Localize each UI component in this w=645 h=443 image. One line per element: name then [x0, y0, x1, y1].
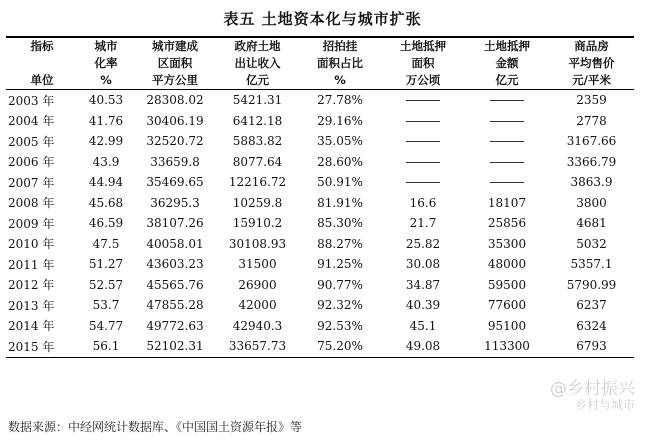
header-cell: 商品房 — [549, 37, 634, 55]
table-row — [6, 111, 634, 132]
table-cell: 8077.64 — [232, 154, 283, 169]
table-cell: 31500 — [238, 257, 277, 272]
header-row — [6, 55, 634, 72]
table-row — [6, 336, 634, 357]
table-cell: 46.59 — [88, 216, 124, 231]
table-cell — [465, 172, 549, 193]
header-row — [6, 37, 634, 55]
empty-dash — [490, 100, 524, 101]
header-cell: % — [299, 72, 381, 90]
watermark-line-1: @乡村振兴 — [550, 379, 635, 399]
table-cell: 6324 — [576, 318, 607, 333]
year-cell: 2011 年 — [8, 257, 55, 272]
header-cell: 政府土地 — [216, 37, 299, 55]
table-cell — [381, 111, 465, 132]
table-cell: 35469.65 — [146, 175, 204, 190]
table-cell: 35300 — [487, 236, 527, 251]
table-cell: 10259.8 — [232, 195, 283, 210]
table-cell: 18107 — [487, 195, 527, 210]
table-cell: 2778 — [576, 113, 607, 128]
table-cell: 81.91% — [317, 195, 363, 210]
header-cell: 城市建成 — [134, 37, 216, 55]
empty-dash — [406, 121, 440, 122]
table-cell: 45.1 — [409, 318, 437, 333]
header-cell: 平方公里 — [134, 72, 216, 90]
table-cell: 43.9 — [92, 154, 120, 169]
year-cell: 2013 年 — [8, 298, 55, 313]
header-cell: 指标 — [6, 37, 78, 55]
empty-dash — [490, 182, 524, 183]
table-cell: 33657.73 — [216, 336, 299, 357]
table-cell — [465, 152, 549, 173]
table-cell: 30108.93 — [228, 236, 287, 251]
empty-dash — [490, 121, 524, 122]
table-cell: 59500 — [487, 277, 527, 292]
table-cell: 49.08 — [381, 336, 465, 357]
header-cell: 区面积 — [157, 56, 193, 70]
header-row — [6, 72, 634, 90]
table-cell: 5790.99 — [566, 277, 617, 292]
table-cell: 3366.79 — [566, 154, 617, 169]
table-row — [6, 295, 634, 316]
table-cell — [381, 172, 465, 193]
empty-dash — [406, 141, 440, 142]
table-cell: 4681 — [576, 216, 607, 231]
table-cell: 30.08 — [405, 257, 441, 272]
table-cell: 26900 — [238, 277, 277, 292]
header-cell: 金额 — [495, 56, 519, 70]
table-cell: 41.76 — [88, 113, 124, 128]
table-cell: 35.05% — [317, 134, 363, 149]
table-cell: 3800 — [576, 195, 607, 210]
table-cell: 32520.72 — [146, 134, 204, 149]
table-cell: 91.25% — [317, 257, 363, 272]
table-cell — [381, 131, 465, 152]
header-cell: 城市 — [78, 37, 134, 55]
table-row — [6, 90, 634, 111]
table-body — [6, 90, 634, 358]
table-cell: 40.39 — [405, 298, 441, 313]
year-cell: 2010 年 — [8, 237, 55, 252]
table-cell: 28.60% — [317, 154, 363, 169]
header-cell: 土地抵押 — [381, 37, 465, 55]
table-row — [6, 275, 634, 296]
table-cell: 45565.76 — [146, 277, 204, 292]
table-cell: 47.5 — [92, 236, 120, 251]
table-row — [6, 193, 634, 214]
table-cell: 85.30% — [317, 216, 363, 231]
table-cell: 6793 — [549, 336, 634, 357]
header-cell — [6, 55, 78, 72]
header-cell: 招拍挂 — [299, 37, 381, 55]
table-cell: 45.68 — [88, 195, 124, 210]
table-cell: 50.91% — [317, 175, 363, 190]
table-cell: 5883.82 — [232, 134, 283, 149]
table-cell: 5032 — [576, 236, 607, 251]
table-cell: 25.82 — [405, 236, 441, 251]
header-cell: 土地抵押 — [465, 37, 549, 55]
year-cell: 2012 年 — [8, 278, 55, 293]
watermark — [485, 380, 635, 412]
table-cell: 6237 — [576, 298, 607, 313]
header-cell: 单位 — [6, 72, 78, 90]
header-cell: % — [78, 72, 134, 90]
table-cell: 25856 — [487, 216, 527, 231]
header-cell: 化率 — [94, 56, 118, 70]
table-row — [6, 152, 634, 173]
table-cell: 90.77% — [317, 277, 363, 292]
table-cell: 75.20% — [299, 336, 381, 357]
table-cell: 51.27 — [88, 257, 124, 272]
year-cell: 2008 年 — [8, 196, 55, 211]
table-cell: 5357.1 — [570, 257, 613, 272]
table-cell: 21.7 — [409, 216, 437, 231]
table-row — [6, 131, 634, 152]
table-cell: 29.16% — [317, 113, 363, 128]
table-cell: 16.6 — [409, 195, 437, 210]
table-cell: 3167.66 — [566, 134, 617, 149]
table-cell: 49772.63 — [146, 318, 204, 333]
table-cell: 52.57 — [88, 277, 124, 292]
table-cell: 42.99 — [88, 134, 124, 149]
table-header — [6, 37, 634, 90]
table-row — [6, 254, 634, 275]
table-cell: 56.1 — [78, 336, 134, 357]
header-cell: 亿元 — [465, 72, 549, 90]
header-cell: 面积 — [411, 56, 435, 70]
table-cell: 30406.19 — [146, 113, 204, 128]
header-cell: 万公顷 — [381, 72, 465, 90]
table-cell: 40.53 — [88, 93, 124, 108]
year-cell: 2006 年 — [8, 155, 55, 170]
table-cell: 44.94 — [88, 175, 124, 190]
table-cell: 2359 — [576, 93, 607, 108]
source-note: 数据来源：中经网统计数据库、《中国国土资源年报》等 — [8, 420, 303, 434]
table-row — [6, 234, 634, 255]
table-cell: 47855.28 — [146, 298, 204, 313]
table-cell — [465, 111, 549, 132]
year-cell: 2015 年 — [6, 336, 78, 357]
table-row — [6, 172, 634, 193]
table-cell: 6412.18 — [232, 113, 283, 128]
watermark-line-2: 乡村与城市 — [574, 397, 635, 412]
table-cell: 15910.2 — [232, 216, 283, 231]
table-cell: 38107.26 — [146, 216, 204, 231]
empty-dash — [406, 182, 440, 183]
data-table — [6, 36, 634, 358]
table-cell: 42000 — [238, 298, 277, 313]
year-cell: 2007 年 — [8, 175, 55, 190]
year-cell: 2005 年 — [8, 134, 55, 149]
table-cell: 33659.8 — [150, 154, 200, 169]
year-cell: 2014 年 — [8, 319, 55, 334]
year-cell: 2004 年 — [8, 114, 55, 129]
table-cell: 92.53% — [317, 318, 363, 333]
table-cell: 92.32% — [317, 298, 363, 313]
empty-dash — [490, 162, 524, 163]
table-cell: 40058.01 — [146, 236, 204, 251]
table-cell: 48000 — [487, 257, 527, 272]
header-cell: 面积占比 — [317, 56, 363, 70]
table-cell: 28308.02 — [146, 93, 204, 108]
header-cell: 元/平米 — [549, 72, 634, 90]
header-cell: 出让收入 — [234, 56, 281, 70]
table-title: 表五 土地资本化与城市扩张 — [223, 10, 422, 28]
table-cell: 34.87 — [405, 277, 441, 292]
header-cell: 平均售价 — [568, 56, 615, 70]
table-cell: 77600 — [487, 298, 527, 313]
table-cell: 54.77 — [88, 318, 124, 333]
table-cell: 5421.31 — [232, 93, 283, 108]
empty-dash — [406, 100, 440, 101]
table-cell: 3863.9 — [570, 175, 613, 190]
table-cell: 52102.31 — [134, 336, 216, 357]
table-cell: 88.27% — [317, 236, 363, 251]
empty-dash — [406, 162, 440, 163]
header-cell: 亿元 — [216, 72, 299, 90]
empty-dash — [490, 141, 524, 142]
table-cell — [465, 90, 549, 111]
table-cell: 42940.3 — [232, 318, 283, 333]
table-cell: 113300 — [465, 336, 549, 357]
table-cell: 95100 — [487, 318, 527, 333]
year-cell: 2009 年 — [8, 216, 55, 231]
table-cell: 12216.72 — [228, 175, 287, 190]
table-cell: 43603.23 — [146, 257, 204, 272]
table-cell — [381, 90, 465, 111]
table-row — [6, 213, 634, 234]
table-cell — [465, 131, 549, 152]
table-cell: 27.78% — [317, 93, 363, 108]
table-cell: 53.7 — [92, 298, 120, 313]
table-cell — [381, 152, 465, 173]
table-row — [6, 316, 634, 337]
table-cell: 36295.3 — [150, 195, 200, 210]
year-cell: 2003 年 — [8, 93, 55, 108]
